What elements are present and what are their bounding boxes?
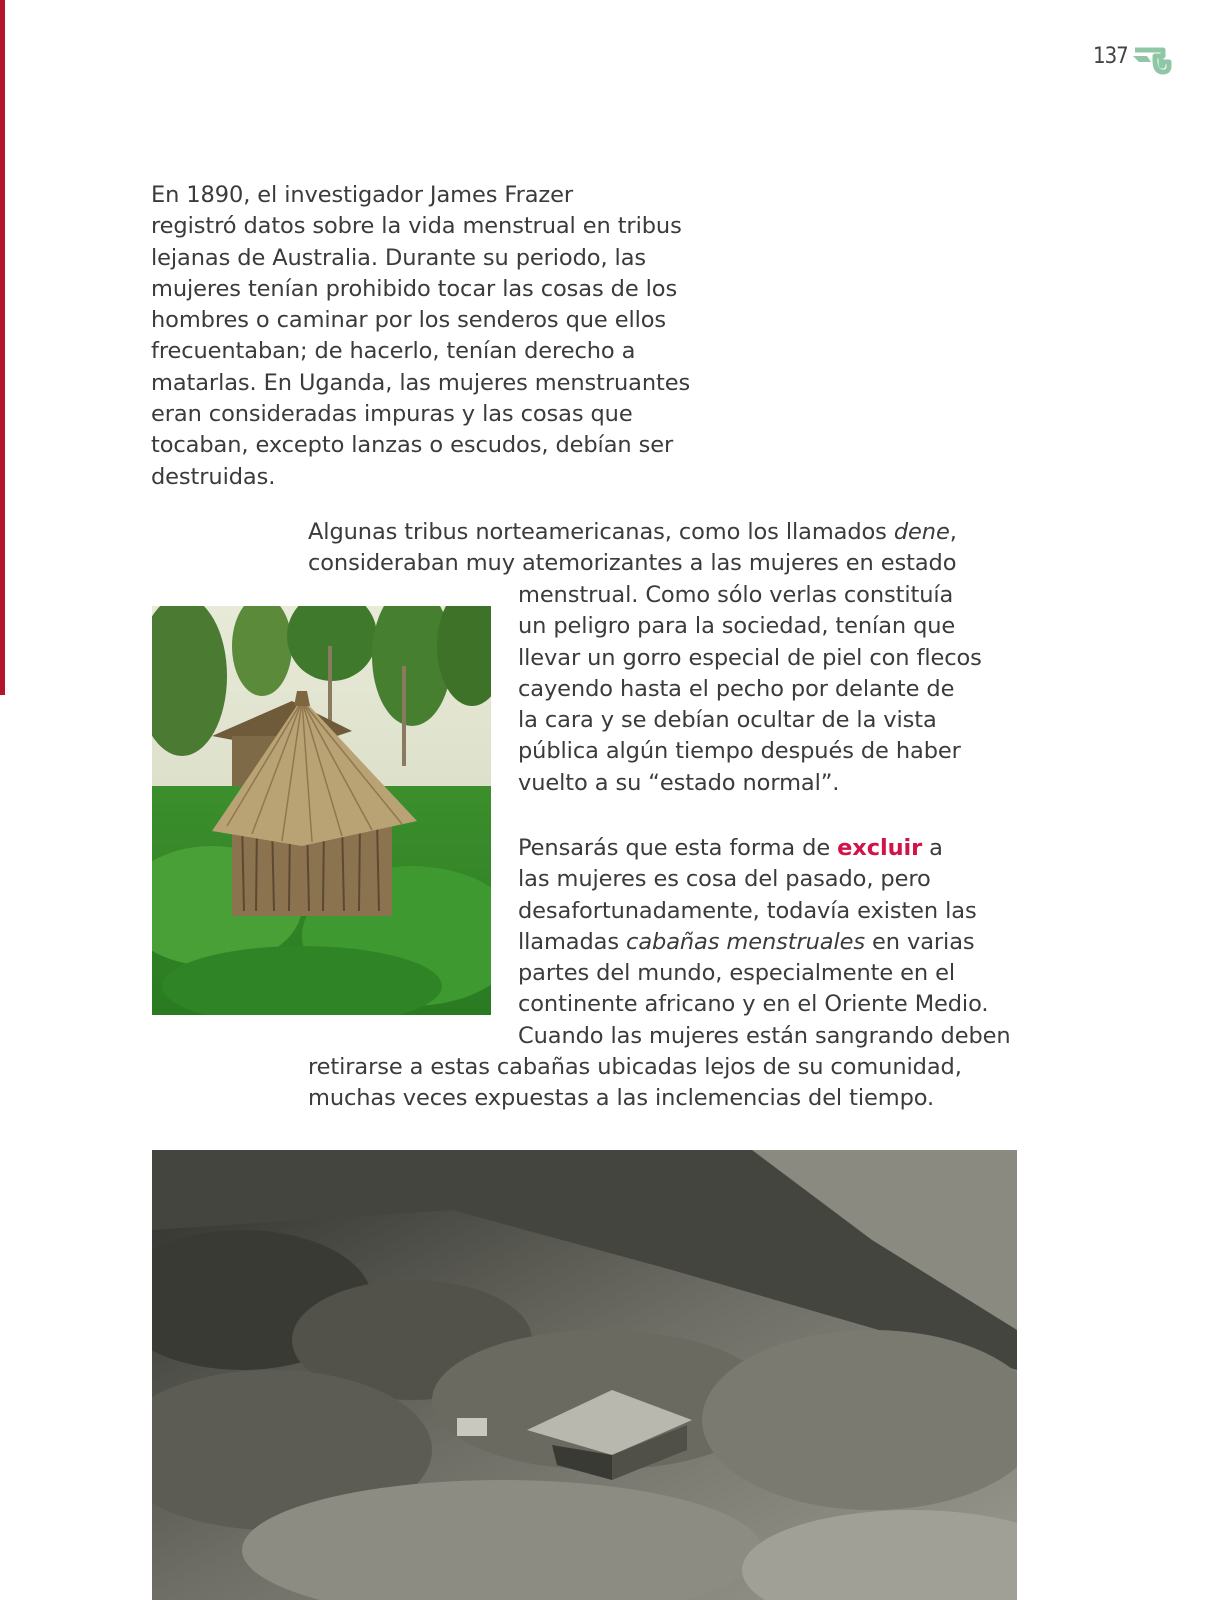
text-line <box>308 517 957 548</box>
text-line: partes del mundo, especialmente en el <box>518 960 956 987</box>
text-line: destruidas. <box>151 463 276 490</box>
text-line: menstrual. Como sólo verlas constituía <box>518 582 954 608</box>
photo-thatched-hut <box>152 606 491 1015</box>
text-line: tocaban, excepto lanzas o escudos, debían ser <box>151 432 674 459</box>
photo-hut-landscape <box>152 1150 1017 1600</box>
text-line: un peligro para la sociedad, tenían que <box>518 613 956 640</box>
text-line: cayendo hasta el pecho por delante de <box>518 675 955 702</box>
text-run: Pensarás que esta forma de <box>518 835 838 861</box>
text-line: retirarse a estas cabañas ubicadas lejos de su comunidad, <box>308 1054 962 1080</box>
text-line: llevar un gorro especial de piel con flecos <box>518 644 982 671</box>
text-run: llamadas <box>518 928 627 955</box>
stylized-glyph-icon <box>1133 46 1173 78</box>
text-run: en varias <box>864 928 975 955</box>
text-line: la cara y se debían ocultar de la vista <box>518 707 937 734</box>
margin-bar <box>0 0 5 695</box>
text-line: continente africano y en el Oriente Medio. <box>518 991 989 1018</box>
paragraph-dene-wrapped <box>518 580 982 799</box>
text-line: pública algún tiempo después de haber <box>518 738 961 765</box>
text-line: desafortunadamente, todavía existen las <box>518 897 977 924</box>
text-line: vuelto a su “estado normal”. <box>518 769 840 796</box>
text-line: consideraban muy atemorizantes a las mujeres en estado <box>308 550 957 577</box>
text-line: las mujeres es cosa del pasado, pero <box>518 866 931 893</box>
text-run: , <box>949 519 957 545</box>
paragraph-menstrual-huts <box>518 833 1011 1052</box>
paragraph-menstrual-huts-end <box>308 1052 962 1115</box>
text-line: Cuando las mujeres están sangrando deben <box>518 1022 1011 1049</box>
text-line: hombres o caminar por los senderos que ellos <box>151 307 667 334</box>
text-line: muchas veces expuestas a las inclemencias del tiempo. <box>308 1085 935 1112</box>
text-line: eran consideradas impuras y las cosas que <box>151 401 633 428</box>
text-line <box>518 833 1011 864</box>
highlighted-term: excluir <box>837 835 923 861</box>
text-line <box>518 927 1011 958</box>
paragraph-dene <box>308 517 957 580</box>
text-line: frecuentaban; de hacerlo, tenían derecho a <box>151 338 636 365</box>
text-run: a <box>922 835 943 861</box>
text-line: registró datos sobre la vida menstrual en tribus <box>151 213 682 240</box>
italic-term: cabañas menstruales <box>626 928 865 955</box>
text-line: mujeres tenían prohibido tocar las cosas de los <box>151 275 678 302</box>
paragraph-frazer <box>151 180 690 493</box>
text-run: Algunas tribus norteamericanas, como los llamados <box>308 519 894 545</box>
text-line: En 1890, el investigador James Frazer <box>151 182 574 208</box>
italic-term: dene <box>893 519 950 545</box>
page-number: 137 <box>1093 44 1128 69</box>
text-line: matarlas. En Uganda, las mujeres menstruantes <box>151 369 691 396</box>
text-line: lejanas de Australia. Durante su periodo, las <box>151 244 647 271</box>
